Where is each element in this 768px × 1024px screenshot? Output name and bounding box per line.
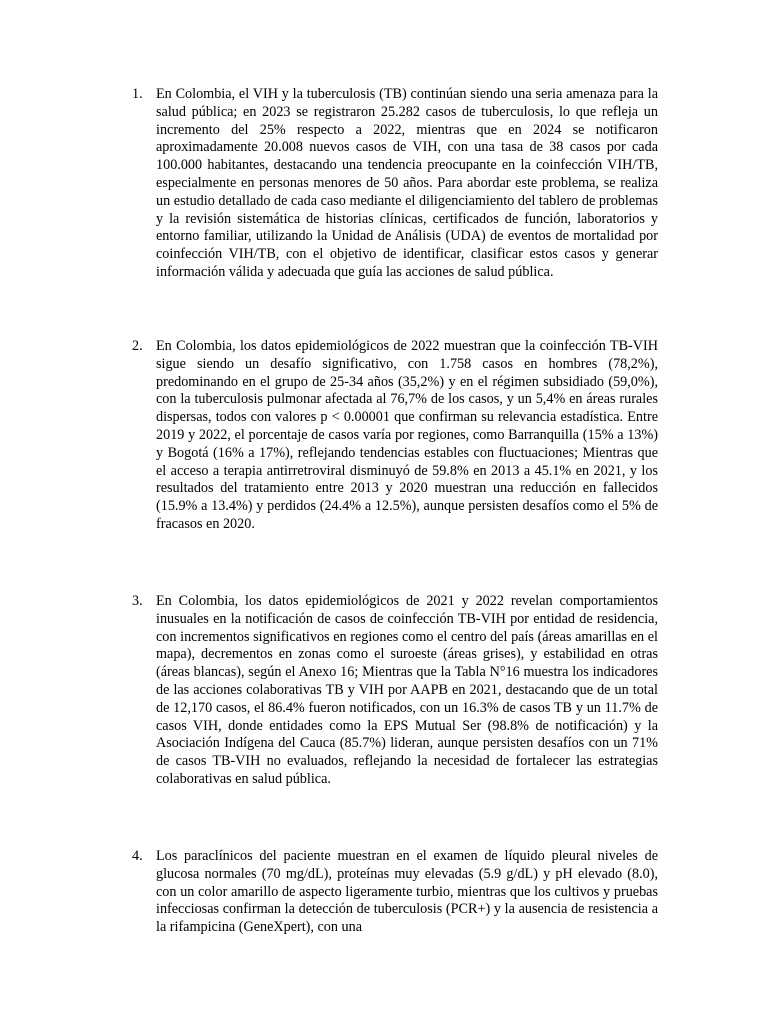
list-item-paragraph: En Colombia, los datos epidemiológicos de 2022 muestran que la coinfección TB-VIH sigue siendo un desafío significativo, con 1.758 casos en hombres (78,2%), predominando en el grupo de 25-34 años (35,2%) y en el régimen subsidiado (59,0%), con la tuberculosis pulmonar afectada al 76,7% de los casos, y un 5,4% en áreas rurales dispersas, todos con valores p < 0.00001 que confirman su relevancia estadística. Entre 2019 y 2022, el porcentaje de casos varía por regiones, como Barranquilla (15% a 13%) y Bogotá (16% a 17%), reflejando tendencias estables con fluctuaciones; Mientras que el acceso a terapia antirretroviral disminuyó de 59.8% en 2013 a 45.1% en 2021, y los resultados del tratamiento entre 2013 y 2020 muestran una reducción en fallecidos (15.9% a 13.4%) y perdidos (24.4% a 12.5%), aunque persisten desafíos como el 5% de fracasos en 2020.	[156, 338, 658, 532]
list-item-paragraph: En Colombia, el VIH y la tuberculosis (TB) continúan siendo una seria amenaza para la salud pública; en 2023 se registraron 25.282 casos de tuberculosis, lo que refleja un incremento del 25% respecto a 2022, mientras que en 2024 se notificaron aproximadamente 20.008 nuevos casos de VIH, con una tasa de 38 casos por cada 100.000 habitantes, destacando una tendencia preocupante en la coinfección VIH/TB, especialmente en personas menores de 50 años. Para abordar este problema, se realiza un estudio detallado de cada caso mediante el diligenciamiento del tablero de problemas y la revisión sistemática de historias clínicas, certificados de función, laboratorios y entorno familiar, utilizando la Unidad de Análisis (UDA) de eventos de mortalidad por coinfección VIH/TB, con el objetivo de identificar, clasificar estos casos y generar información válida y adecuada que guía las acciones de salud pública.	[156, 86, 658, 280]
list-item-paragraph: Los paraclínicos del paciente muestran en el examen de líquido pleural niveles de glucosa normales (70 mg/dL), proteínas muy elevadas (5.9 g/dL) y pH elevado (8.0), con un color amarillo de aspecto ligeramente turbio, mientras que los cultivos y pruebas infecciosas confirman la detección de tuberculosis (PCR+) y la ausencia de resistencia a la rifampicina (GeneXpert), con una	[156, 848, 658, 936]
list-item-number: 1.	[132, 86, 143, 102]
list-item-number: 4.	[132, 848, 143, 864]
list-item	[132, 593, 658, 789]
list-item-number: 2.	[132, 338, 143, 354]
list-item-number: 3.	[132, 593, 143, 609]
list-item-paragraph: En Colombia, los datos epidemiológicos de 2021 y 2022 revelan comportamientos inusuales en la notificación de casos de coinfección TB-VIH por entidad de residencia, con incrementos significativos en regiones como el centro del país (áreas amarillas en el mapa), decrementos en zonas como el suroeste (áreas grises), y estabilidad en otras (áreas blancas), según el Anexo 16; Mientras que la Tabla N°16 muestra los indicadores de las acciones colaborativas TB y VIH por AAPB en 2021, destacando que de un total de 12,170 casos, el 86.4% fueron notificados, con un 16.3% de casos TB y un 11.7% de casos VIH, donde entidades como la EPS Mutual Ser (98.8% de notificación) y la Asociación Indígena del Cauca (85.7%) lideran, aunque persisten desafíos con un 71% de casos TB-VIH no evaluados, reflejando la necesidad de fortalecer las estrategias colaborativas en salud pública.	[156, 593, 658, 787]
list-item	[132, 86, 658, 282]
list-item	[132, 338, 658, 534]
list-item	[132, 848, 658, 937]
